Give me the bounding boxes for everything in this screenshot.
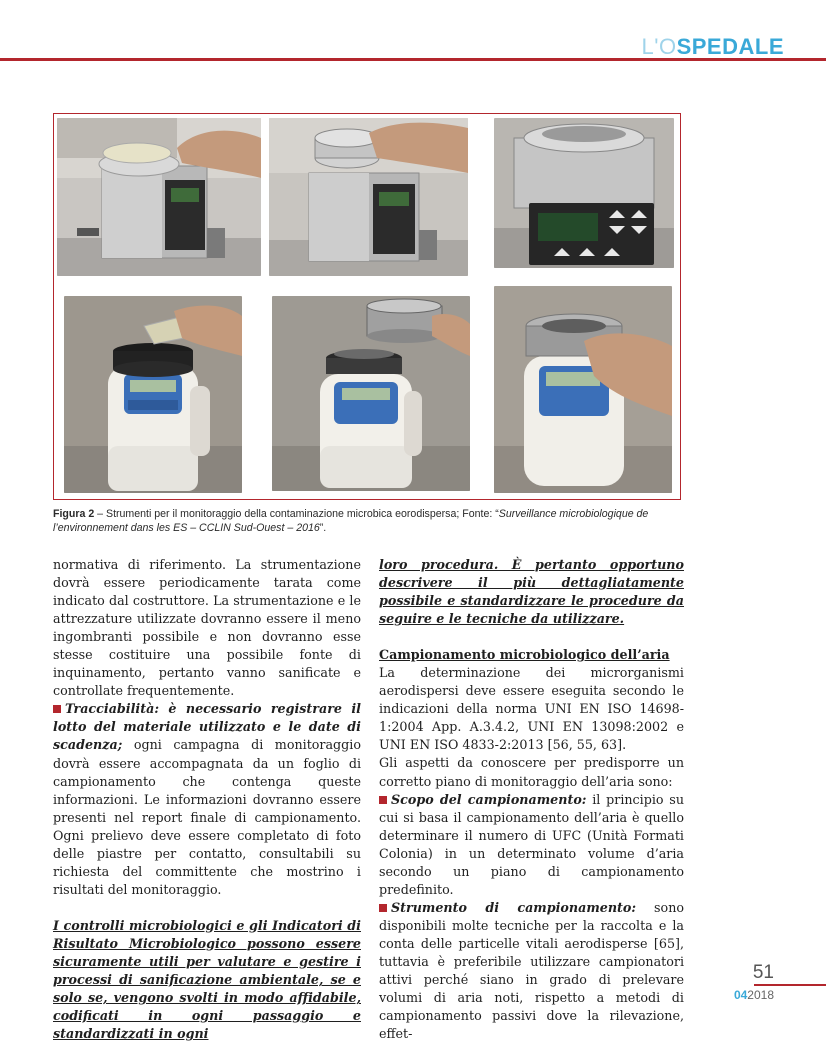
page-number: 51	[752, 962, 774, 983]
left-column	[53, 556, 361, 1043]
photo-handheld-2	[272, 296, 470, 491]
caption-text: – Strumenti per il monitoraggio della contaminazione microbica eorodispersa; Fonte: “	[94, 508, 499, 520]
paragraph-highlight-continued: loro procedura. È pertanto opportuno descrivere il più dettagliatamente possibile e standardizzare le procedure da seguire e le tecniche da utilizzare.	[379, 557, 684, 627]
photo-sampler-top-2	[269, 118, 468, 276]
caption-label: Figura 2	[53, 508, 95, 520]
photo-handheld-3	[494, 286, 672, 493]
photo-sampler-display	[494, 118, 674, 268]
paragraph: La determinazione dei microrganismi aerodispersi deve essere eseguita secondo le indicazioni della norma UNI EN ISO 14698-1:2004 App. A.3.4.2, UNI EN 13098:2002 e UNI EN ISO 4833-2:2013 [56, 55, 63].	[379, 665, 684, 753]
paragraph-tracciabilita: Tracciabilità: è necessario registrare il lotto del materiale utilizzato e le date di scadenza; ogni campagna di monitoraggio dovrà essere accompagnata da un foglio di campionamento che contenga queste informazioni. Le informazioni dovranno essere presenti nel report finale di campionamento. Ogni prelievo deve essere completato di foto delle piastre per contatto, consultabili su richiesta del committente che mostrino i risultati del monitoraggio.	[53, 701, 361, 897]
figure-caption	[53, 507, 685, 535]
bullet-square-icon	[379, 796, 387, 804]
photo-handheld-1	[64, 296, 242, 493]
paragraph: Gli aspetti da conoscere per predisporre un corretto piano di monitoraggio dell’aria sono:	[379, 755, 684, 789]
bullet-square-icon	[53, 705, 61, 713]
section-heading: Campionamento microbiologico dell’aria	[379, 647, 670, 663]
paragraph-highlight: I controlli microbiologici e gli Indicatori di Risultato Microbiologico possono essere sicuramente utili per valutare e gestire i processi di sanificazione ambientale, se e solo se, vengono svolti in modo affidabile, codificati in ogni passaggio e standardizzati in ogni	[53, 917, 361, 1042]
magazine-logo: L'OSPEDALE	[641, 34, 784, 59]
right-column	[379, 556, 684, 1043]
paragraph-scopo: Scopo del campionamento: il principio su cui si basa il campionamento dell’aria è quello determinare il numero di UFC (Unità Formati Colonia) in un determinato volume d’aria secondo un piano di campionamento predefinito.	[379, 791, 684, 897]
issue-label: 042018	[733, 988, 774, 1002]
figure-2	[53, 113, 681, 500]
footer-rule	[754, 984, 826, 986]
paragraph: normativa di riferimento. La strumentazione dovrà essere periodicamente tarata come indicato dal costruttore. La strumentazione e le attrezzature utilizzate dovranno essere il meno ingombranti possibile e non dovranno esse stesse costituire una possibile fonte di inquinamento, pertanto vanno sanificate e controllate frequentemente.	[53, 557, 361, 699]
caption-end: ”.	[319, 522, 327, 534]
paragraph-strumento: Strumento di campionamento: sono disponibili molte tecniche per la raccolta e la conta delle particelle vitali aerodisperse [65], tuttavia è preferibile utilizzare campionatori attivi perché siano in grado di prelevare volumi di aria noti, rispetto a metodi di campionamento passivi dove la rilevazione, effet-	[379, 899, 685, 1042]
photo-sampler-top-1	[57, 118, 261, 276]
bullet-square-icon	[379, 904, 387, 912]
caption-source: Surveillance microbiologique de l’environnement dans les ES – CCLIN Sud-Ouest – 2016	[53, 508, 649, 534]
